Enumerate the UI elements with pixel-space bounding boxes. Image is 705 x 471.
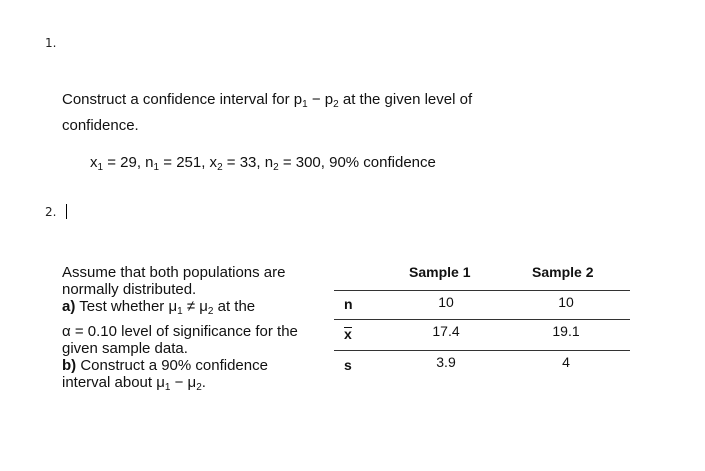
table-cell: 17.4 bbox=[432, 323, 460, 339]
table-cell: 10 bbox=[558, 294, 574, 310]
prompt-line: normally distributed. bbox=[62, 281, 197, 298]
part-a-label: a) bbox=[62, 298, 76, 315]
prompt-text: . bbox=[201, 374, 206, 391]
prompt-text: interval about μ bbox=[62, 374, 165, 391]
var-value: = 29, n bbox=[103, 154, 154, 171]
problem-1-prompt-line2: confidence. bbox=[62, 117, 139, 134]
table-cell: 3.9 bbox=[436, 354, 456, 370]
prompt-text: Construct a 90% confidence bbox=[76, 357, 268, 374]
var-value: = 33, n bbox=[222, 154, 274, 171]
subscript: 1 bbox=[153, 162, 160, 173]
subscript: 1 bbox=[164, 382, 171, 393]
prompt-line: Assume that both populations are bbox=[62, 264, 286, 281]
subscript: 1 bbox=[177, 306, 183, 317]
text-cursor[interactable] bbox=[66, 204, 67, 219]
var-value: = 251, x bbox=[159, 154, 218, 171]
table-rule bbox=[334, 350, 630, 351]
prompt-text: − μ bbox=[170, 374, 197, 391]
var-label: x bbox=[90, 154, 98, 171]
header-sample-2: Sample 2 bbox=[532, 264, 594, 280]
header-sample-1: Sample 1 bbox=[409, 264, 471, 280]
prompt-line bbox=[62, 374, 332, 396]
xbar-symbol: x bbox=[344, 326, 352, 342]
subscript: 2 bbox=[273, 162, 279, 173]
part-a bbox=[62, 298, 332, 320]
subscript: 1 bbox=[302, 99, 308, 110]
part-b-label: b) bbox=[62, 357, 77, 374]
table-cell: 19.1 bbox=[552, 323, 580, 339]
table-cell: 4 bbox=[562, 354, 570, 370]
table-cell: 10 bbox=[438, 294, 454, 310]
prompt-text: at the bbox=[213, 298, 256, 315]
problem-1-number: 1. bbox=[45, 36, 57, 50]
prompt-line: given sample data. bbox=[62, 340, 188, 357]
prompt-text: at the given level of bbox=[338, 91, 473, 108]
row-label-xbar bbox=[344, 326, 352, 342]
row-label-n: n bbox=[344, 296, 353, 312]
row-label-s: s bbox=[344, 357, 352, 373]
problem-2-prompt bbox=[62, 264, 332, 396]
problem-1-prompt bbox=[62, 90, 472, 115]
subscript: 2 bbox=[217, 162, 223, 173]
subscript: 2 bbox=[333, 99, 339, 110]
prompt-text: Test whether μ bbox=[75, 298, 178, 315]
prompt-text: Construct a confidence interval for p bbox=[62, 91, 303, 108]
prompt-text: ≠ μ bbox=[182, 298, 208, 315]
part-b bbox=[62, 357, 332, 374]
table-rule bbox=[334, 319, 630, 320]
prompt-text: − p bbox=[307, 91, 334, 108]
prompt-line: α = 0.10 level of significance for the bbox=[62, 323, 298, 340]
var-value: = 300, 90% confidence bbox=[278, 154, 436, 171]
table-rule bbox=[334, 290, 630, 291]
subscript: 2 bbox=[196, 382, 202, 393]
problem-2-number-text: 2. bbox=[45, 205, 57, 219]
problem-1-given-data bbox=[90, 153, 436, 178]
subscript: 2 bbox=[207, 306, 214, 317]
problem-2-number bbox=[45, 204, 67, 219]
subscript: 1 bbox=[97, 162, 104, 173]
